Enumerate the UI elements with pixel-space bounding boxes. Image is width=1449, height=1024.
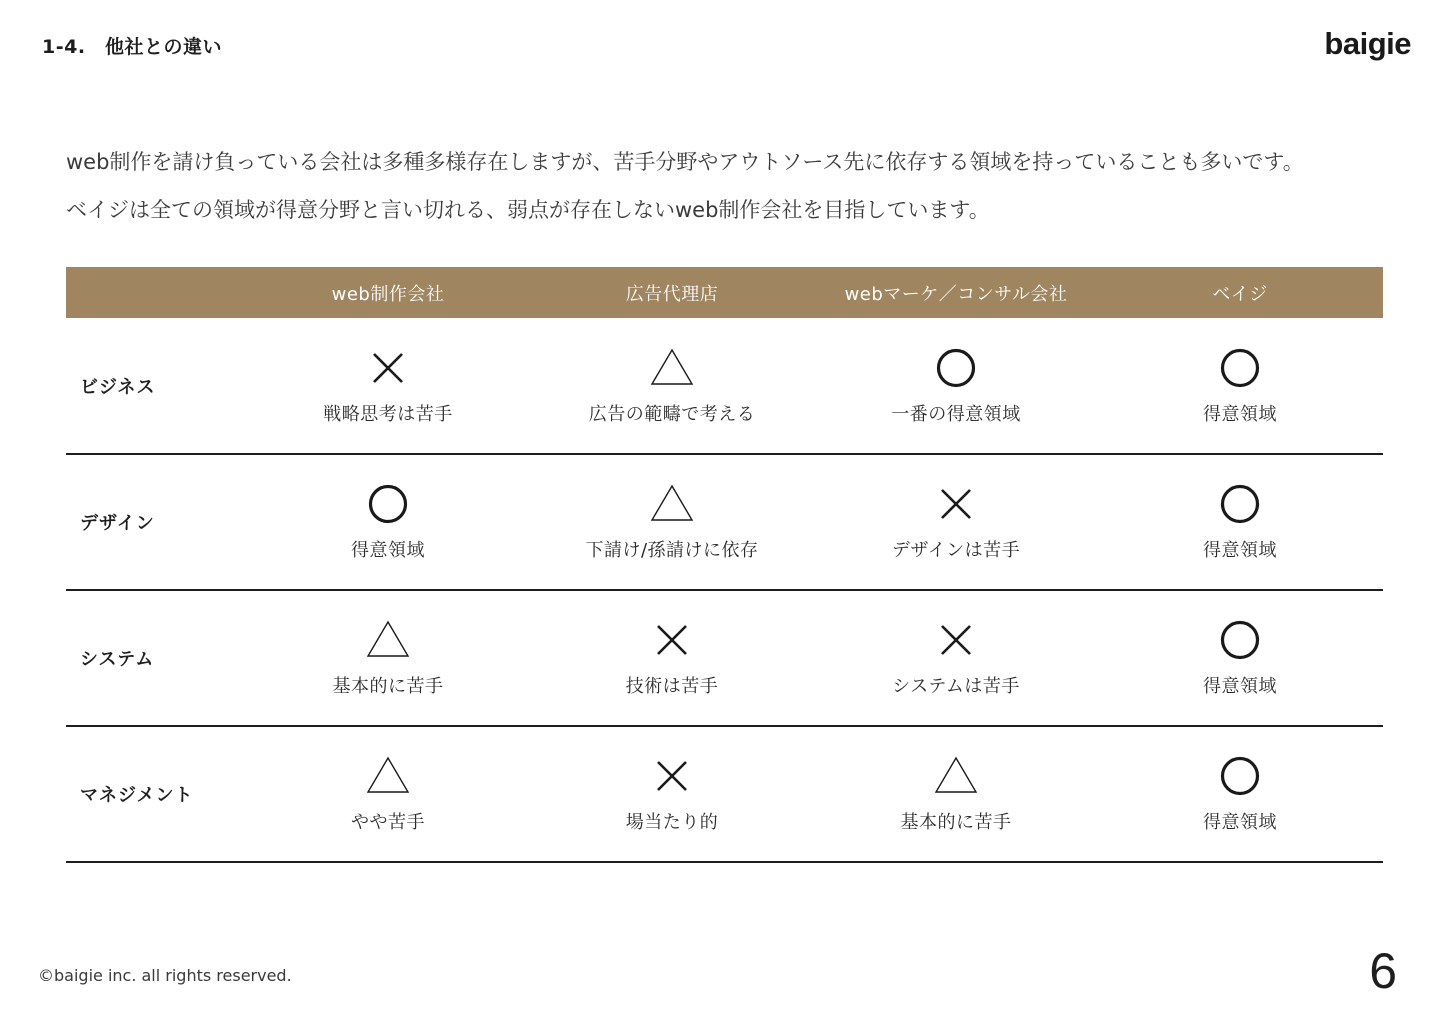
header-baigie: ベイジ xyxy=(1212,283,1268,305)
rating-cell xyxy=(1098,346,1382,426)
section-label: 1-4. 他社との違い xyxy=(42,36,223,58)
rating-note: 得意領域 xyxy=(1203,540,1277,561)
table-row xyxy=(66,727,1383,863)
rating-cell xyxy=(530,754,814,834)
rating-note: 基本的に苦手 xyxy=(332,676,444,697)
rating-note: システムは苦手 xyxy=(892,676,1020,697)
circle-mark-icon xyxy=(1218,482,1262,526)
cross-mark-icon xyxy=(934,482,978,526)
header-marketing-consulting: webマーケ／コンサル会社 xyxy=(844,283,1068,305)
rating-cell xyxy=(246,346,530,426)
rating-note: 下請け/孫請けに依存 xyxy=(585,540,759,561)
baigie-logo: baigie xyxy=(1324,26,1411,61)
comparison-table xyxy=(66,267,1383,863)
triangle-mark-icon xyxy=(366,754,410,798)
rating-cell xyxy=(1098,618,1382,698)
rating-cell xyxy=(530,346,814,426)
triangle-mark-icon xyxy=(366,618,410,662)
table-row xyxy=(66,318,1383,455)
rating-note: 場当たり的 xyxy=(625,812,719,833)
circle-mark-icon xyxy=(1218,618,1262,662)
rating-note: 得意領域 xyxy=(1203,676,1277,697)
rating-note: 戦略思考は苦手 xyxy=(323,403,453,425)
cross-mark-icon xyxy=(366,346,410,390)
rating-cell xyxy=(1098,754,1382,834)
rating-note: やや苦手 xyxy=(351,812,425,833)
header-ad-agency: 広告代理店 xyxy=(625,283,719,305)
rating-cell xyxy=(246,754,530,834)
row-label: システム xyxy=(80,649,155,670)
rating-cell xyxy=(814,618,1098,698)
table-body xyxy=(66,318,1383,863)
triangle-mark-icon xyxy=(934,754,978,798)
rating-note: 基本的に苦手 xyxy=(900,812,1012,833)
rating-cell xyxy=(246,618,530,698)
header-web-agency: web制作会社 xyxy=(331,283,445,305)
rating-note: 得意領域 xyxy=(1203,812,1277,833)
rating-cell xyxy=(814,482,1098,562)
cross-mark-icon xyxy=(934,618,978,662)
row-label: デザイン xyxy=(80,513,155,534)
circle-mark-icon xyxy=(934,346,978,390)
row-label: マネジメント xyxy=(80,785,194,806)
rating-note: デザインは苦手 xyxy=(891,540,1021,561)
triangle-mark-icon xyxy=(650,346,694,390)
table-header xyxy=(66,267,1383,318)
rating-note: 得意領域 xyxy=(351,540,425,561)
rating-cell xyxy=(1098,482,1382,562)
page-number: 6 xyxy=(1369,943,1397,999)
row-label: ビジネス xyxy=(80,376,156,398)
table-row xyxy=(66,591,1383,727)
cross-mark-icon xyxy=(650,754,694,798)
intro-text xyxy=(66,138,1406,234)
rating-note: 得意領域 xyxy=(1203,403,1277,425)
rating-cell xyxy=(246,482,530,562)
intro-line-1: web制作を請け負っている会社は多種多様存在しますが、苦手分野やアウトソース先に依存する領域を持っていることも多いです。 xyxy=(66,150,1304,174)
rating-cell xyxy=(814,346,1098,426)
copyright: ©baigie inc. all rights reserved. xyxy=(38,966,292,985)
rating-cell xyxy=(814,754,1098,834)
intro-line-2: ベイジは全ての領域が得意分野と言い切れる、弱点が存在しないweb制作会社を目指しています。 xyxy=(66,198,990,222)
rating-note: 広告の範疇で考える xyxy=(588,403,756,425)
triangle-mark-icon xyxy=(650,482,694,526)
cross-mark-icon xyxy=(650,618,694,662)
rating-cell xyxy=(530,482,814,562)
rating-cell xyxy=(530,618,814,698)
circle-mark-icon xyxy=(1218,346,1262,390)
rating-note: 技術は苦手 xyxy=(625,676,719,697)
circle-mark-icon xyxy=(366,482,410,526)
rating-note: 一番の得意領域 xyxy=(891,403,1021,425)
circle-mark-icon xyxy=(1218,754,1262,798)
table-row xyxy=(66,455,1383,591)
